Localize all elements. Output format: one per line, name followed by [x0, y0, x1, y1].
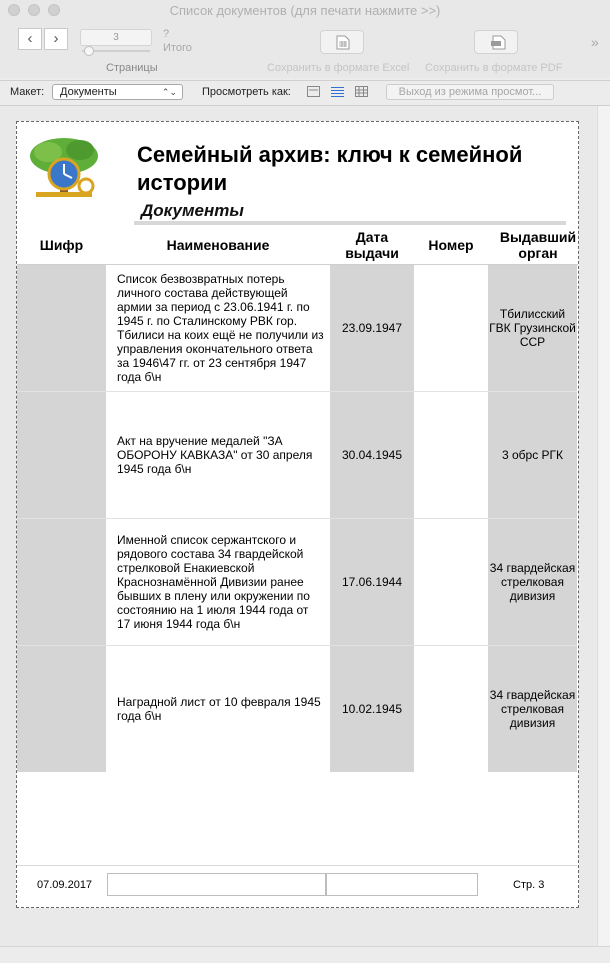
save-pdf-label[interactable]: Сохранить в формате PDF — [425, 62, 563, 74]
page-number-field[interactable]: 3 — [80, 29, 152, 46]
row-number — [414, 519, 488, 645]
save-excel-label[interactable]: Сохранить в формате Excel — [267, 62, 410, 74]
page-slider-knob[interactable] — [84, 46, 94, 56]
title-divider — [134, 221, 566, 225]
row-name: Наградной лист от 10 февраля 1945 года б\н — [106, 646, 330, 772]
row-code — [17, 265, 106, 391]
footer-date: 07.09.2017 — [37, 879, 93, 891]
row-name: Именной список сержантского и рядового состава 34 гвардейской стрелковой Енакиевской Краснознамённой Дивизии ранее бывших в плену или окружении по состоянию на 1 июля 1944 года от 17 июня 1944 года б\н — [106, 519, 330, 645]
row-number — [414, 265, 488, 391]
row-date: 30.04.1945 — [330, 392, 414, 518]
table-row — [17, 519, 577, 646]
row-code — [17, 519, 106, 645]
row-issuer: Тбилисский ГВК Грузинской ССР — [488, 265, 577, 391]
row-issuer: 34 гвардейская стрелковая дивизия — [488, 519, 577, 645]
vertical-scrollbar[interactable] — [597, 106, 610, 946]
close-window-button[interactable] — [8, 4, 20, 16]
column-header-number: Номер — [428, 237, 474, 253]
total-label: Итого — [163, 42, 192, 54]
table-row — [17, 265, 577, 392]
window-title: Список документов (для печати нажмите >>) — [169, 3, 441, 18]
form-view-icon[interactable] — [307, 86, 320, 97]
row-code — [17, 646, 106, 772]
row-date: 10.02.1945 — [330, 646, 414, 772]
row-issuer: 3 обрс РГК — [488, 392, 577, 518]
pdf-document-icon — [490, 35, 506, 50]
layout-select-value: Документы — [60, 86, 117, 98]
table-row — [17, 646, 577, 773]
row-name: Акт на вручение медалей "ЗА ОБОРОНУ КАВКАЗА" от 30 апреля 1945 года б\н — [106, 392, 330, 518]
layout-label: Макет: — [10, 86, 45, 98]
excel-document-icon — [336, 35, 350, 50]
forward-arrow-icon: › — [53, 30, 59, 47]
footer-field-right — [326, 873, 478, 896]
row-date: 17.06.1944 — [330, 519, 414, 645]
table-row — [17, 392, 577, 519]
row-date: 23.09.1947 — [330, 265, 414, 391]
row-name: Список безвозвратных потерь личного состава действующей армии за период с 23.06.1941 г. по 1945 г. по Сталинскому РВК гор. Тбилиси на коих ещё не получили из управления окончательного ответа за 1946\47 гг. от 23 сентября 1947 года б\н — [106, 265, 330, 391]
chevron-down-icon: ⌃⌄ — [161, 87, 177, 97]
column-header-date: Дата выдачи — [345, 229, 399, 261]
toolbar-overflow-button[interactable]: » — [591, 34, 599, 50]
column-header-name: Наименование — [166, 237, 270, 253]
save-pdf-button[interactable] — [474, 30, 518, 54]
column-header-issuer: Выдавший орган — [499, 229, 577, 261]
footer-divider — [17, 865, 577, 866]
window-bottom-bar — [0, 946, 610, 963]
list-view-icon[interactable] — [331, 86, 344, 97]
zoom-window-button[interactable] — [48, 4, 60, 16]
layout-bar — [0, 80, 610, 106]
pages-label: Страницы — [106, 62, 158, 74]
minimize-window-button[interactable] — [28, 4, 40, 16]
row-number — [414, 646, 488, 772]
layout-select[interactable] — [52, 84, 183, 100]
exit-preview-button[interactable]: Выход из режима просмот... — [386, 84, 554, 100]
footer-field-left — [107, 873, 326, 896]
table-view-icon[interactable] — [355, 86, 368, 97]
window-titlebar — [0, 0, 610, 22]
report-subtitle: Документы — [141, 201, 244, 220]
previous-page-button[interactable] — [18, 28, 42, 50]
next-page-button[interactable] — [44, 28, 68, 50]
save-excel-button[interactable] — [320, 30, 364, 54]
column-header-code: Шифр — [39, 237, 84, 253]
row-number — [414, 392, 488, 518]
total-value: ? — [163, 28, 170, 40]
back-arrow-icon: ‹ — [27, 30, 33, 47]
row-issuer: 34 гвардейская стрелковая дивизия — [488, 646, 577, 772]
tree-clock-logo — [26, 134, 102, 200]
footer-page-number: Стр. 3 — [513, 879, 545, 891]
row-code — [17, 392, 106, 518]
report-title: Семейный архив: ключ к семейной истории — [137, 142, 523, 195]
view-as-label: Просмотреть как: — [202, 86, 291, 98]
